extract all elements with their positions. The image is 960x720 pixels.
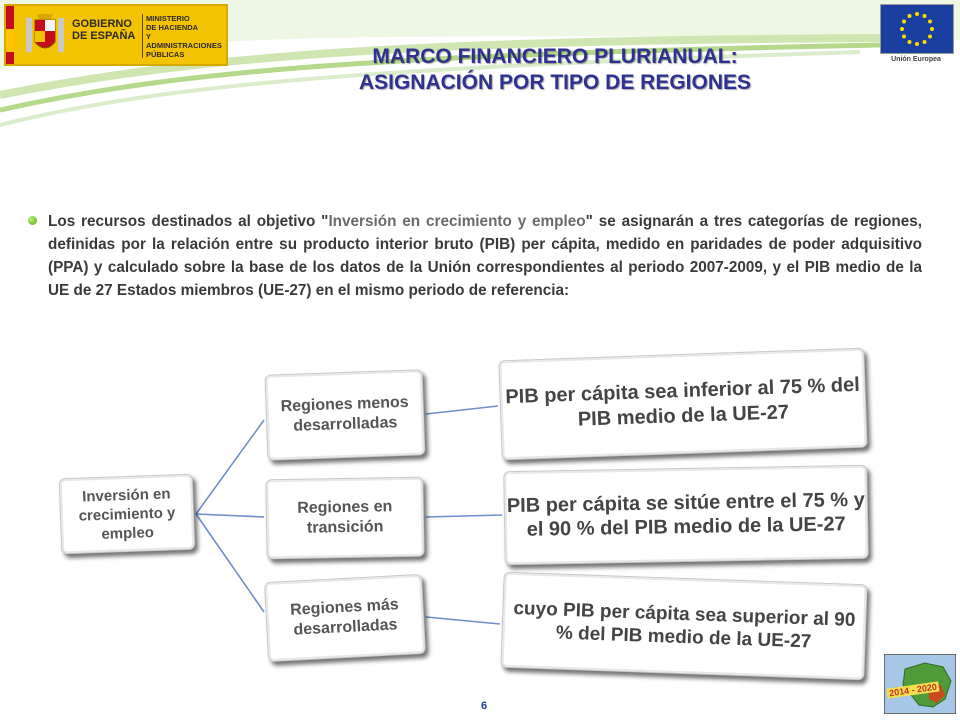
definition-text: PIB per cápita sea inferior al 75 % del PIB medio de la UE-27 (504, 373, 861, 431)
title-line-2: ASIGNACIÓN POR TIPO DE REGIONES (358, 71, 752, 94)
ministerio-text: MINISTERIO DE HACIENDA Y ADMINISTRACIONES PÚBLICAS (146, 14, 222, 59)
region-box-more-developed (264, 574, 426, 662)
definition-text: cuyo PIB per cápita sea superior al 90 % del PIB medio de la UE-27 (513, 598, 856, 653)
para-text-end: " se asignarán a tres categorías de regiones, definidas por la relación entre su producto interior bruto (PIB) per cápita, medido en paridades de poder adquisitivo (PPA) y calculado sobre la base de los datos de la Unión correspondientes al periodo 2007-2009, y el PIB medio de la UE de 27 Estados miembros (UE-27) en el mismo periodo de referencia: (48, 213, 922, 299)
connector-r3-d3 (426, 617, 500, 624)
eu-star-icon (900, 27, 904, 31)
mff-2014-2020-logo (884, 654, 956, 714)
eu-star-icon (928, 20, 932, 24)
eu-star-icon (902, 35, 906, 39)
eu-flag-icon (880, 4, 954, 54)
region-box-less-developed (265, 369, 426, 460)
region-box-transition (265, 477, 424, 560)
mff-period-text: 2014 - 2020 (888, 681, 938, 699)
eu-star-icon (928, 35, 932, 39)
slide-title (250, 44, 860, 96)
definition-text: PIB per cápita se sitúe entre el 75 % y el 90 % del PIB medio de la UE-27 (506, 488, 865, 541)
definition-box-transition (503, 465, 869, 565)
region-label: Regiones menos desarrolladas (280, 393, 409, 435)
page-number: 6 (480, 700, 488, 712)
eu-star-icon (908, 14, 912, 18)
spain-flag-strip (6, 6, 14, 64)
connector-root-r2 (196, 514, 264, 517)
region-label: Regiones más desarrolladas (289, 596, 400, 639)
connector-r1-d1 (426, 406, 498, 414)
eu-label: Unión Europea (891, 56, 941, 63)
eu-star-icon (923, 40, 927, 44)
gobierno-espana-logo (4, 4, 228, 66)
eu-star-icon (902, 20, 906, 24)
title-line-1: MARCO FINANCIERO PLURIANUAL: (372, 45, 738, 68)
para-text-start: Los recursos destinados al objetivo " (48, 213, 329, 230)
gobierno-text: GOBIERNO DE ESPAÑA (72, 18, 136, 42)
bullet-icon (28, 216, 37, 225)
logo-divider (142, 14, 143, 58)
definition-box-more-developed (500, 572, 867, 681)
definition-box-less-developed (498, 348, 867, 461)
connector-root-r1 (196, 420, 264, 514)
root-label: Inversión en crecimiento y empleo (78, 484, 176, 543)
region-label: Regiones en transición (297, 498, 393, 537)
connector-r2-d2 (426, 515, 502, 517)
body-paragraph (48, 210, 922, 302)
eu-star-icon (908, 40, 912, 44)
para-quoted-objective: Inversión en crecimiento y empleo (328, 213, 586, 230)
coat-of-arms-icon (22, 12, 68, 58)
eu-star-icon (915, 42, 919, 46)
root-box (59, 474, 196, 555)
eu-star-icon (923, 14, 927, 18)
eu-star-icon (930, 27, 934, 31)
eu-star-icon (915, 12, 919, 16)
connector-root-r3 (196, 514, 264, 612)
